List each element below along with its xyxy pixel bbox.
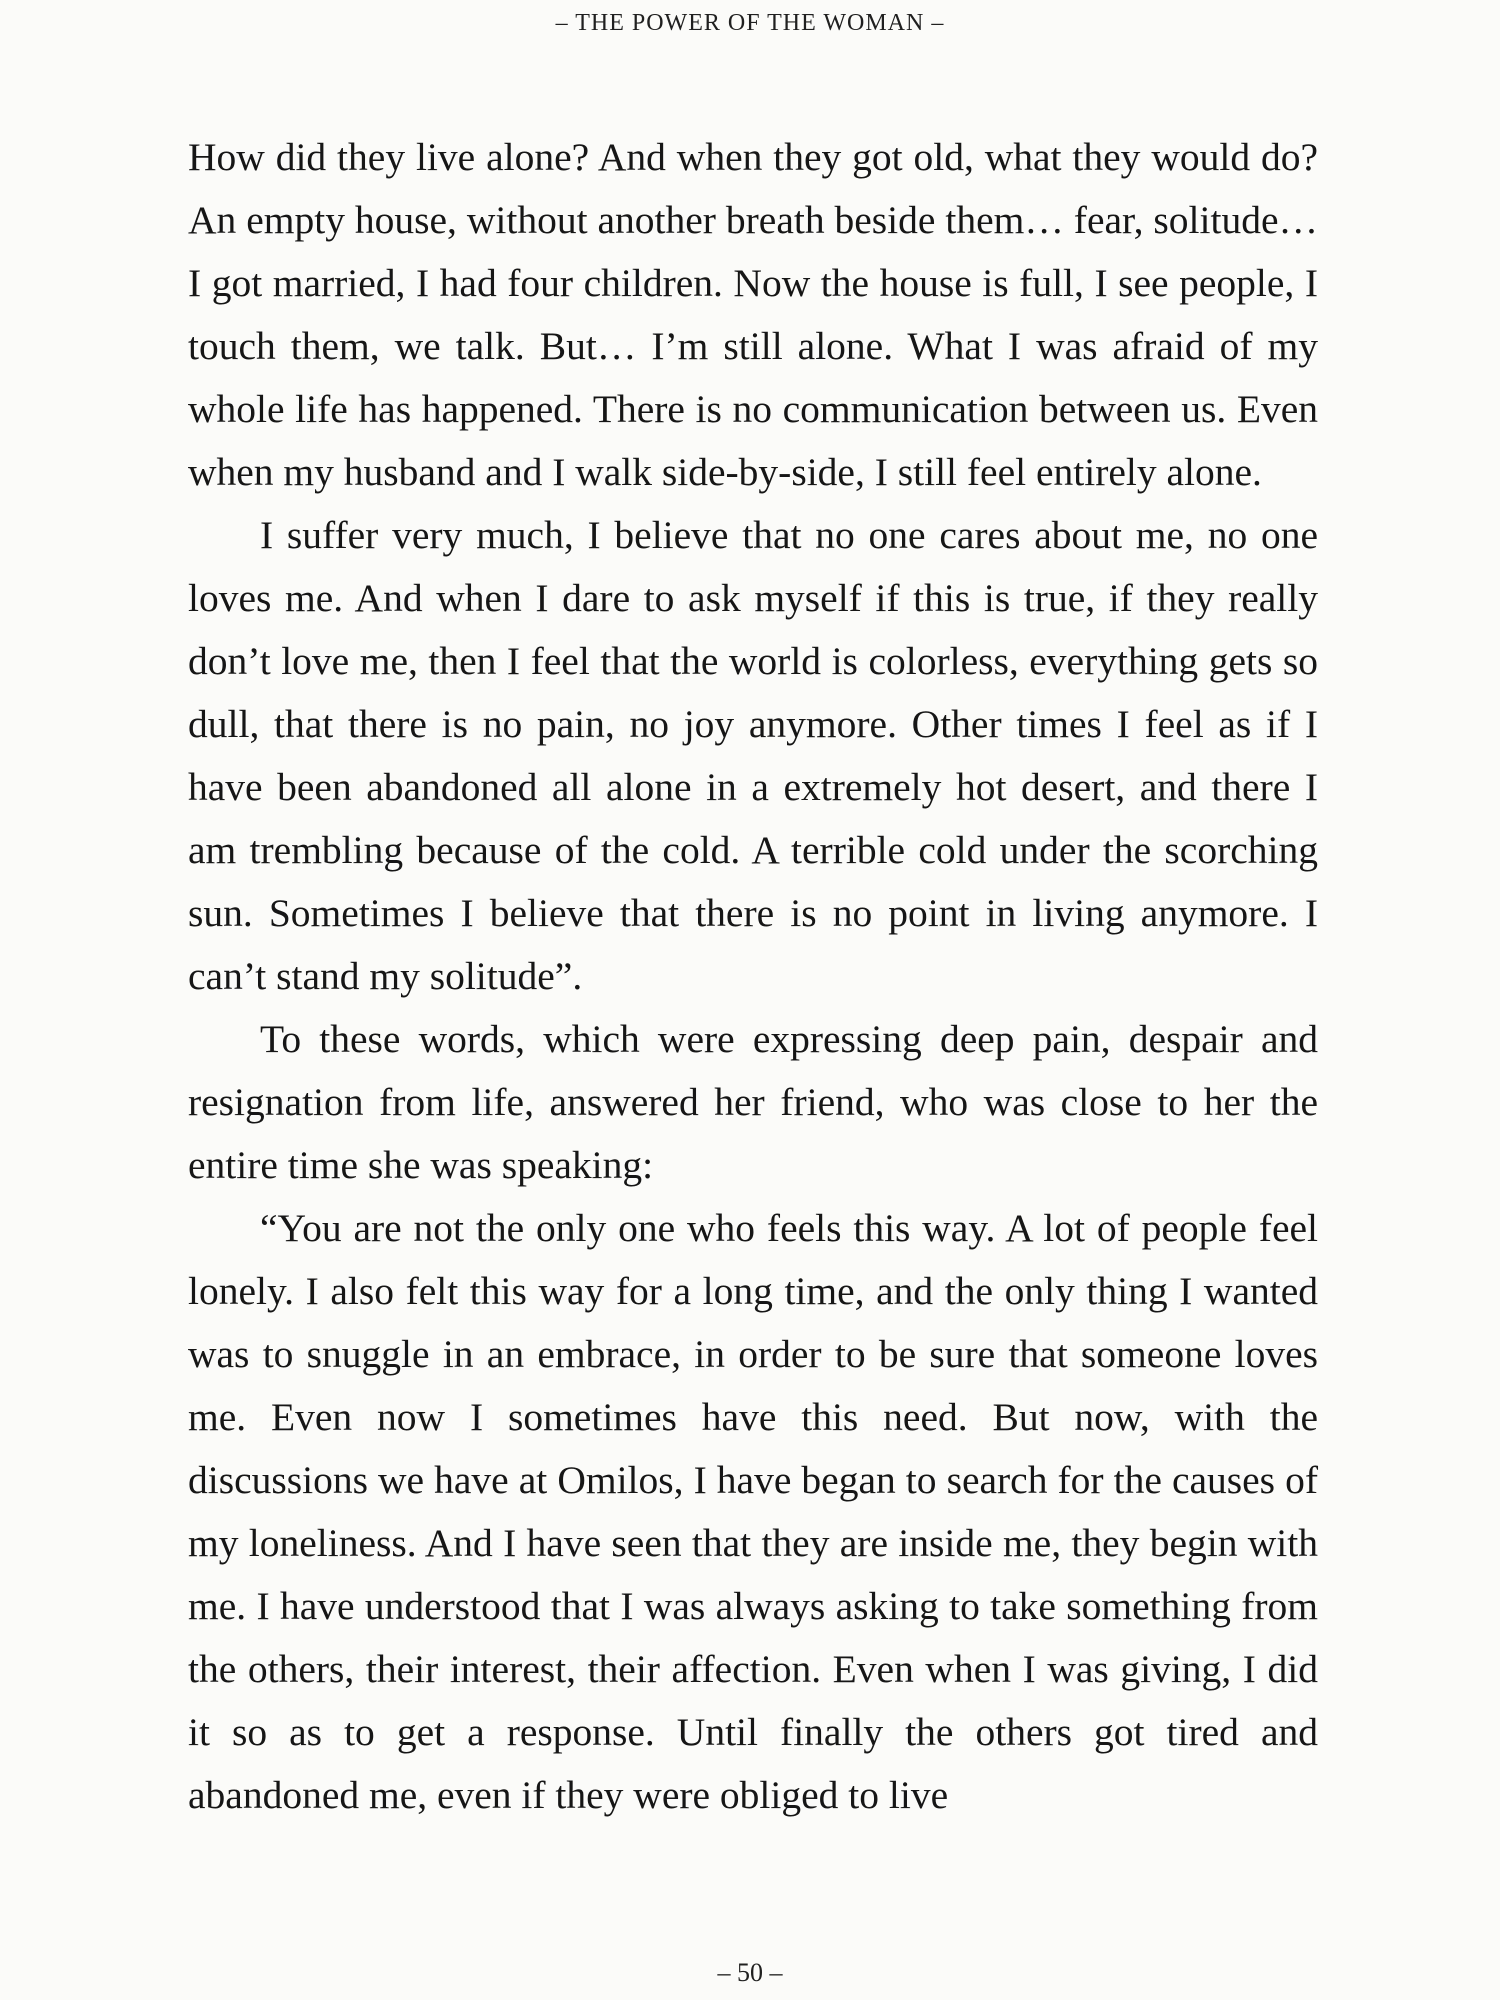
paragraph: I suffer very much, I believe that no one cares about me, no one loves me. And when I dare to ask myself if this is true, if they really don’t love me, then I feel that the world is colorless, everything gets so dull, that there is no pain, no joy anymore. Other times I feel as if I have been abandoned all alone in a extremely hot desert, and there I am trembling because of the cold. A terrible cold under the scorching sun. Sometimes I believe that there is no point in living anymore. I can’t stand my solitude”. [188, 513, 1318, 998]
paragraph: To these words, which were expressing deep pain, despair and resignation from life, answered her friend, who was close to her the entire time she was speaking: [188, 1017, 1318, 1187]
paragraph: How did they live alone? And when they got old, what they would do? An empty house, without another breath beside them… fear, solitude… I got married, I had four children. Now the house is full, I see people, I touch them, we talk. But… I’m still alone. What I was afraid of my whole life has happened. There is no communication between us. Even when my husband and I walk side-by-side, I still feel entirely alone. [188, 135, 1318, 494]
page-number: – 50 – [717, 1958, 783, 1987]
paragraph: “You are not the only one who feels this way. A lot of people feel lonely. I also felt this way for a long time, and the only thing I wanted was to snuggle in an embrace, in order to be sure that someone loves me. Even now I sometimes have this need. But now, with the discussions we have at Omilos, I have began to search for the causes of my loneliness. And I have seen that they are inside me, they begin with me. I have understood that I was always asking to take something from the others, their interest, their affection. Even when I was giving, I did it so as to get a response. Until finally the others got tired and abandoned me, even if they were obliged to live [188, 1206, 1318, 1817]
running-header: – THE POWER OF THE WOMAN – [555, 10, 945, 36]
body-text [188, 126, 1318, 1827]
